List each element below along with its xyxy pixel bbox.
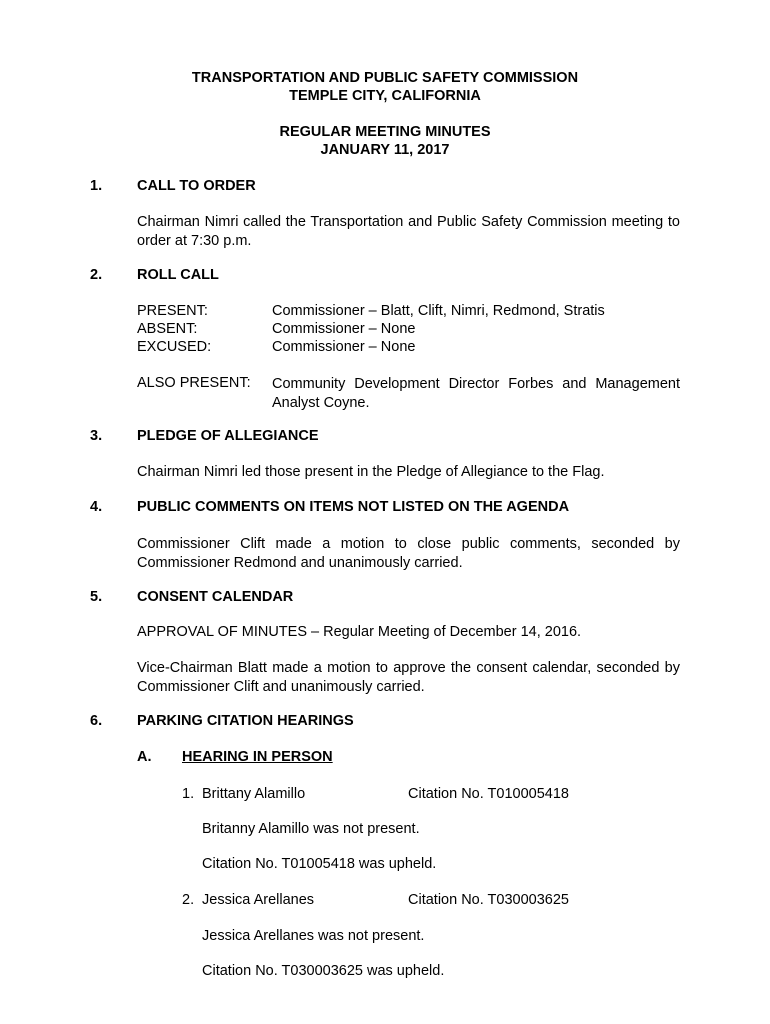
section-4-number: 4. xyxy=(90,499,103,515)
section-1-title: CALL TO ORDER xyxy=(137,178,256,194)
minutes-title: REGULAR MEETING MINUTES xyxy=(279,124,491,140)
hearing-item-1-number: 1. xyxy=(182,786,195,802)
hearing-item-2-result: Citation No. T030003625 was upheld. xyxy=(202,963,445,979)
section-2-title: ROLL CALL xyxy=(137,267,219,283)
commission-title: TRANSPORTATION AND PUBLIC SAFETY COMMISSION xyxy=(191,70,579,86)
also-present-label: ALSO PRESENT: xyxy=(137,375,251,391)
section-6-title: PARKING CITATION HEARINGS xyxy=(137,713,354,729)
hearing-item-2-note: Jessica Arellanes was not present. xyxy=(202,928,425,944)
absent-value: Commissioner – None xyxy=(272,321,416,337)
hearing-item-1-citation: Citation No. T010005418 xyxy=(408,786,569,802)
hearing-item-2-citation: Citation No. T030003625 xyxy=(408,892,569,908)
hearing-item-1-name: Brittany Alamillo xyxy=(202,786,306,802)
absent-label: ABSENT: xyxy=(137,321,198,337)
present-value: Commissioner – Blatt, Clift, Nimri, Redmond, Stratis xyxy=(272,303,605,319)
section-3-text: Chairman Nimri led those present in the Pledge of Allegiance to the Flag. xyxy=(137,464,605,480)
section-2-number: 2. xyxy=(90,267,103,283)
hearing-item-1-result: Citation No. T01005418 was upheld. xyxy=(202,856,437,872)
section-4-title: PUBLIC COMMENTS ON ITEMS NOT LISTED ON THE AGENDA xyxy=(137,499,570,515)
city-title: TEMPLE CITY, CALIFORNIA xyxy=(289,88,481,104)
approval-of-minutes: APPROVAL OF MINUTES – Regular Meeting of December 14, 2016. xyxy=(137,624,582,640)
section-1-number: 1. xyxy=(90,178,103,194)
section-1-text: Chairman Nimri called the Transportation and Public Safety Commission meeting to order at 7:30 p.m. xyxy=(137,214,680,249)
present-label: PRESENT: xyxy=(137,303,208,319)
section-3-title: PLEDGE OF ALLEGIANCE xyxy=(137,428,319,444)
section-3-number: 3. xyxy=(90,428,103,444)
section-6-number: 6. xyxy=(90,713,103,729)
subsection-title: HEARING IN PERSON xyxy=(182,749,333,765)
hearing-item-2-name: Jessica Arellanes xyxy=(202,892,315,908)
meeting-date: JANUARY 11, 2017 xyxy=(320,142,450,158)
also-present-value: Community Development Director Forbes and Management Analyst Coyne. xyxy=(272,376,680,411)
excused-value: Commissioner – None xyxy=(272,339,416,355)
section-4-text: Commissioner Clift made a motion to close public comments, seconded by Commissioner Redmond and unanimously carried. xyxy=(137,536,680,571)
subsection-letter: A. xyxy=(137,749,152,765)
consent-motion: Vice-Chairman Blatt made a motion to approve the consent calendar, seconded by Commissioner Clift and unanimously carried. xyxy=(137,660,680,695)
excused-label: EXCUSED: xyxy=(137,339,212,355)
hearing-item-1-note: Britanny Alamillo was not present. xyxy=(202,821,420,837)
section-5-title: CONSENT CALENDAR xyxy=(137,589,294,605)
hearing-item-2-number: 2. xyxy=(182,892,195,908)
section-5-number: 5. xyxy=(90,589,103,605)
